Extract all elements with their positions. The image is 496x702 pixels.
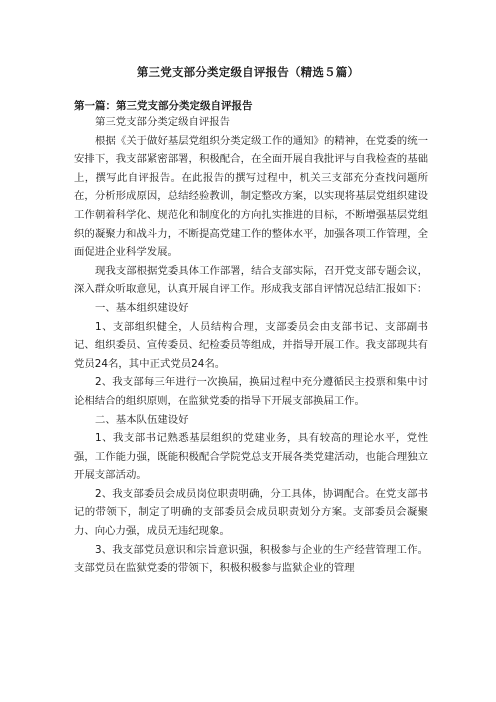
chapter-title: 第一篇：第三党支部分类定级自评报告	[74, 100, 253, 112]
body-paragraph: 现我支部根据党委具体工作部署，结合支部实际，召开党支部专题会议，深入群众听取意见，认真开展自评工作。形成我支部自评情况总结汇报如下：	[74, 264, 428, 296]
body-paragraph: 1、我支部书记熟悉基层组织的党建业务，具有较高的理论水平，党性强，工作能力强，既能积极配合学院党总支开展各类党建活动，也能合理独立开展支部活动。	[74, 432, 428, 482]
document-title: 第三党支部分类定级自评报告（精选５篇）	[136, 65, 360, 79]
body-paragraph: 1、支部组织健全，人员结构合理，支部委员会由支部书记、支部副书记、组织委员、宣传委员、纪检委员等组成，并指导开展工作。我支部现共有党员24名，其中正式党员24名。	[74, 320, 428, 370]
body-paragraph: 2、我支部每三年进行一次换届，换届过程中充分遵循民主投票和集中讨论相结合的组织原则，在监狱党委的指导下开展支部换届工作。	[74, 376, 428, 407]
section-heading: 二、基本队伍建设好	[95, 413, 189, 426]
body-paragraph: 3、我支部党员意识和宗旨意识强，积极参与企业的生产经营管理工作。支部党员在监狱党委的带领下，积极积极参与监狱企业的管理	[74, 543, 428, 575]
subtitle-paragraph: 第三党支部分类定级自评报告	[95, 116, 231, 128]
body-paragraph: 2、我支部委员会成员岗位职责明确，分工具体，协调配合。在党支部书记的带领下，制定了明确的支部委员会成员职责划分方案。支部委员会凝聚力、向心力强，成员无违纪现象。	[74, 487, 428, 538]
document-body	[74, 113, 428, 578]
section-heading: 一、基本组织建设好	[95, 301, 189, 314]
body-paragraph: 根据《关于做好基层党组织分类定级工作的通知》的精神，在党委的统一安排下，我支部紧密部署，积极配合，在全面开展自我批评与自我检查的基础上，撰写此自评报告。在此报告的撰写过程中，机关三支部充分查找问题所在，分析形成原因，总结经验教训，制定整改方案，以实现将基层党组织建设工作朝着科学化、规范化和制度化的方向扎实推进的目标，不断增强基层党组织的凝聚力和战斗力，不断提高党建工作的整体水平，加强各项工作管理，全面促进企业科学发展。	[74, 134, 428, 259]
